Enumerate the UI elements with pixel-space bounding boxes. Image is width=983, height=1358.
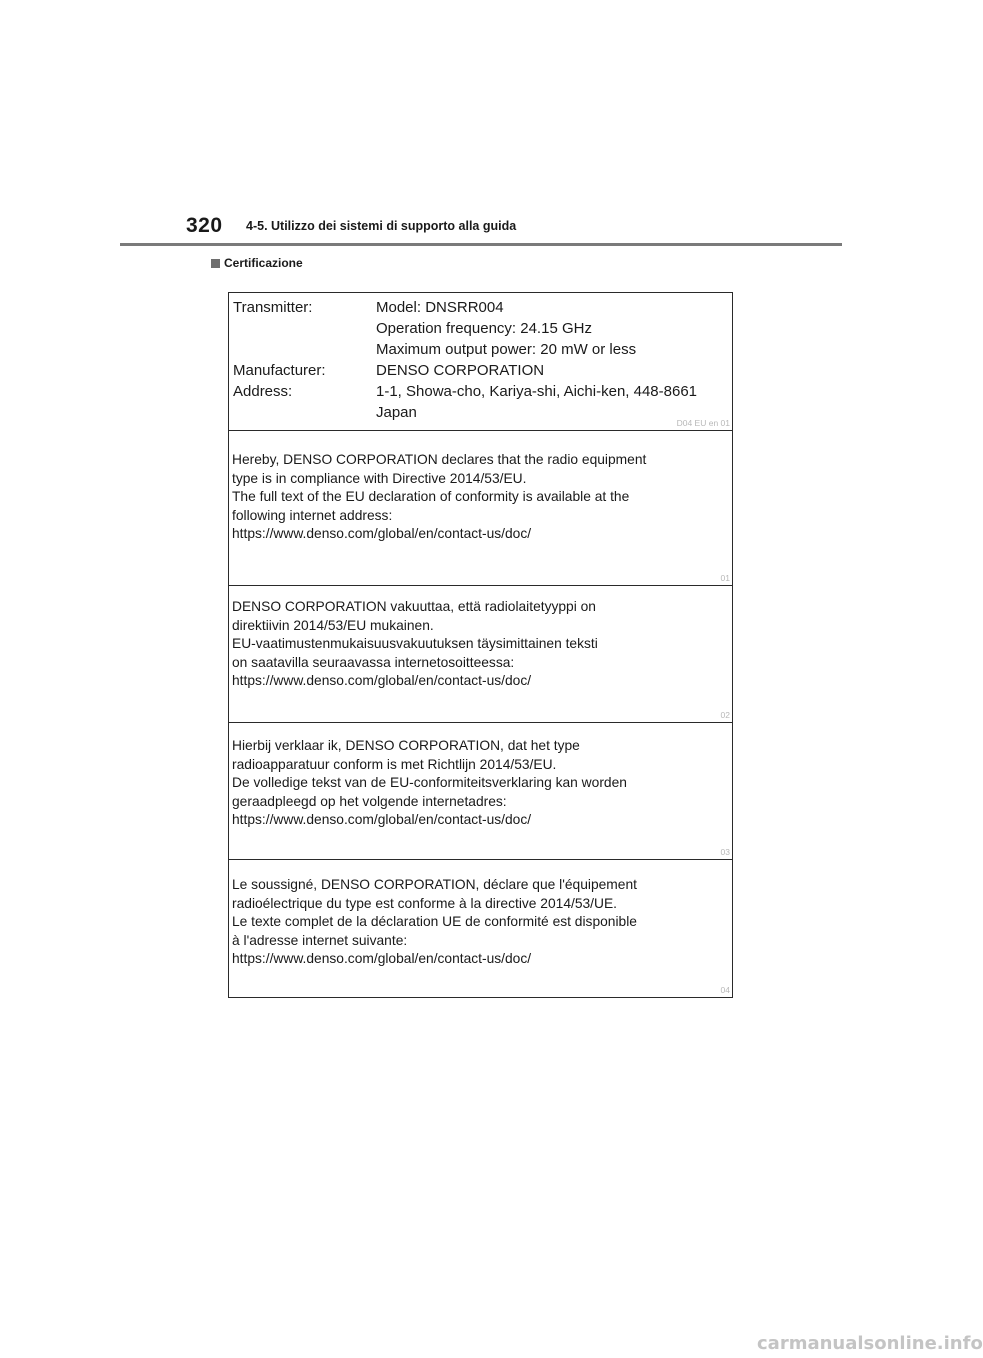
certification-box (228, 292, 733, 998)
declaration-url: https://www.denso.com/global/en/contact-us/doc/ (232, 526, 532, 541)
spec-label (233, 402, 376, 423)
declaration-line: DENSO CORPORATION vakuuttaa, että radiolaitetyyppi on (232, 599, 596, 614)
declaration-line: EU-vaatimustenmukaisuusvakuutuksen täysimittainen teksti (232, 636, 598, 651)
declaration-text (232, 598, 598, 691)
declaration-line: Hierbij verklaar ik, DENSO CORPORATION, dat het type (232, 738, 580, 753)
spec-label (233, 318, 376, 339)
declaration-line: Hereby, DENSO CORPORATION declares that the radio equipment (232, 452, 647, 467)
declaration-line: Le soussigné, DENSO CORPORATION, déclare que l'équipement (232, 877, 637, 892)
site-watermark: carmanualsonline.info (757, 1333, 983, 1354)
section-code: 03 (720, 847, 730, 857)
spec-row (233, 402, 697, 423)
spec-label: Address: (233, 383, 293, 400)
square-bullet-icon (211, 259, 220, 268)
declaration-dutch (229, 723, 732, 860)
section-code: 02 (720, 710, 730, 720)
spec-label: Transmitter: (233, 299, 313, 316)
spec-row (233, 360, 697, 381)
declaration-text (232, 451, 646, 544)
declaration-url: https://www.denso.com/global/en/contact-us/doc/ (232, 812, 532, 827)
spec-section (229, 293, 732, 431)
declaration-line: type is in compliance with Directive 2014/53/EU. (232, 470, 527, 486)
declaration-line: à l'adresse internet suivante: (232, 932, 408, 948)
section-heading-label: Certificazione (224, 256, 303, 270)
declaration-text (232, 737, 627, 830)
page-number: 320 (186, 214, 223, 237)
spec-value: DENSO CORPORATION (376, 362, 545, 379)
spec-value: Operation frequency: 24.15 GHz (376, 320, 592, 337)
declaration-french (229, 860, 732, 997)
spec-row (233, 381, 697, 402)
spec-value: Model: DNSRR004 (376, 299, 504, 316)
chapter-title: 4-5. Utilizzo dei sistemi di supporto alla guida (246, 219, 517, 233)
declaration-url: https://www.denso.com/global/en/contact-us/doc/ (232, 951, 532, 966)
section-heading (211, 256, 303, 270)
spec-row (233, 297, 697, 318)
spec-row (233, 318, 697, 339)
spec-label (233, 339, 376, 360)
declaration-english (229, 431, 732, 586)
declaration-text (232, 876, 637, 969)
spec-value: Maximum output power: 20 mW or less (376, 341, 637, 358)
declaration-line: radioapparatuur conform is met Richtlijn 2014/53/EU. (232, 756, 557, 772)
header-divider (120, 243, 842, 246)
section-code: 01 (720, 573, 730, 583)
declaration-line: Le texte complet de la déclaration UE de conformité est disponible (232, 914, 637, 929)
declaration-line: following internet address: (232, 507, 393, 523)
spec-table (233, 297, 697, 423)
spec-label: Manufacturer: (233, 362, 326, 379)
declaration-line: The full text of the EU declaration of conformity is available at the (232, 489, 630, 504)
section-code: D04 EU en 01 (676, 418, 730, 428)
spec-value: Japan (376, 404, 417, 421)
declaration-line: geraadpleegd op het volgende internetadres: (232, 793, 507, 809)
declaration-line: on saatavilla seuraavassa internetosoitteessa: (232, 654, 515, 670)
declaration-line: De volledige tekst van de EU-conformiteitsverklaring kan worden (232, 775, 627, 790)
declaration-line: radioélectrique du type est conforme à la directive 2014/53/UE. (232, 895, 617, 911)
declaration-line: direktiivin 2014/53/EU mukainen. (232, 617, 434, 633)
spec-row (233, 339, 697, 360)
declaration-finnish (229, 586, 732, 723)
section-code: 04 (720, 985, 730, 995)
spec-value: 1-1, Showa-cho, Kariya-shi, Aichi-ken, 448-8661 (376, 383, 698, 400)
declaration-url: https://www.denso.com/global/en/contact-us/doc/ (232, 673, 532, 688)
